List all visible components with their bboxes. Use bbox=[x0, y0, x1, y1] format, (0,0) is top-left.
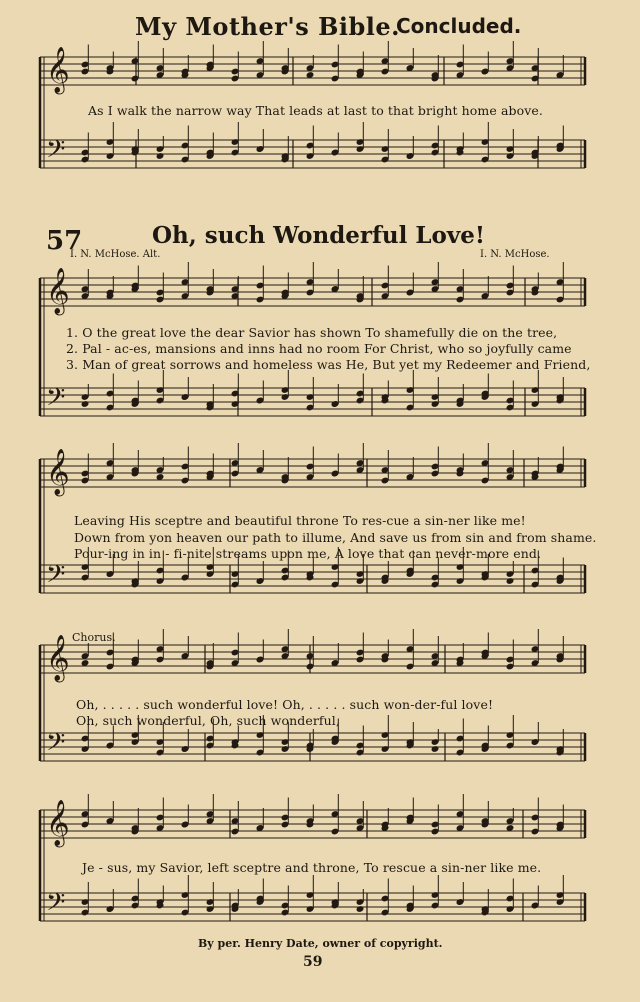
verse-1-line-1: 1. O the great love the dear Savior has shown To shamefully die on the tree, bbox=[66, 325, 558, 340]
treble-staff bbox=[40, 645, 585, 673]
bass-clef-icon: 𝄢 bbox=[46, 383, 66, 418]
treble-clef-icon: 𝄞 bbox=[46, 449, 70, 495]
treble-clef-icon: 𝄞 bbox=[46, 47, 70, 93]
note-head bbox=[506, 577, 515, 585]
note-head bbox=[156, 152, 165, 160]
bass-clef-icon: 𝄢 bbox=[46, 560, 66, 595]
music-credit: I. N. McHose. bbox=[480, 249, 550, 260]
previous-song-concluded: Concluded. bbox=[396, 14, 522, 38]
hymn-title: Oh, such Wonderful Love! bbox=[152, 222, 485, 249]
note-head bbox=[81, 400, 90, 408]
verse-2-line-2: Down from yon heaven our path to illume, And save us from sin and from shame. bbox=[74, 530, 597, 545]
treble-staff bbox=[40, 459, 585, 487]
bass-clef-icon: 𝄢 bbox=[46, 728, 66, 763]
previous-song-lyric: As I walk the narrow way That leads at last to that bright home above. bbox=[88, 103, 543, 118]
copyright-notice: By per. Henry Date, owner of copyright. bbox=[198, 937, 443, 950]
treble-clef-icon: 𝄞 bbox=[46, 635, 70, 681]
page-number: 59 bbox=[303, 954, 323, 970]
chorus-line-2: Oh, such wonderful, Oh, such wonderful, bbox=[76, 713, 340, 728]
chorus-label: Chorus. bbox=[72, 631, 116, 644]
previous-song-title: My Mother's Bible. bbox=[135, 12, 401, 41]
verse-3-line-1: 3. Man of great sorrows and homeless was He, But yet my Redeemer and Friend, bbox=[66, 357, 591, 372]
bass-clef-icon: 𝄢 bbox=[46, 888, 66, 923]
note-head bbox=[356, 905, 365, 913]
treble-clef-icon: 𝄞 bbox=[46, 268, 70, 314]
treble-clef-icon: 𝄞 bbox=[46, 800, 70, 846]
bass-clef-icon: 𝄢 bbox=[46, 135, 66, 170]
verse-1-line-2: Leaving His sceptre and beautiful throne To res-cue a sin-ner like me! bbox=[74, 513, 526, 528]
words-credit: I. N. McHose. Alt. bbox=[70, 249, 161, 260]
chorus-line-1: Oh, . . . . . such wonderful love! Oh, . . . . . such won-der-ful love! bbox=[76, 697, 494, 712]
note-head bbox=[431, 745, 440, 753]
hymn-number: 57 bbox=[46, 226, 83, 256]
bass-staff bbox=[40, 388, 585, 416]
verse-2-line-1: 2. Pal - ac-es, mansions and inns had no room For Christ, who so joyfully came bbox=[66, 341, 572, 356]
verse-3-line-2: Pour-ing in in - fi-nite streams upon me, A love that can never-more end. bbox=[74, 546, 542, 561]
treble-staff bbox=[40, 57, 585, 85]
chorus-line-3: Je - sus, my Savior, left sceptre and throne, To rescue a sin-ner like me. bbox=[82, 860, 542, 875]
